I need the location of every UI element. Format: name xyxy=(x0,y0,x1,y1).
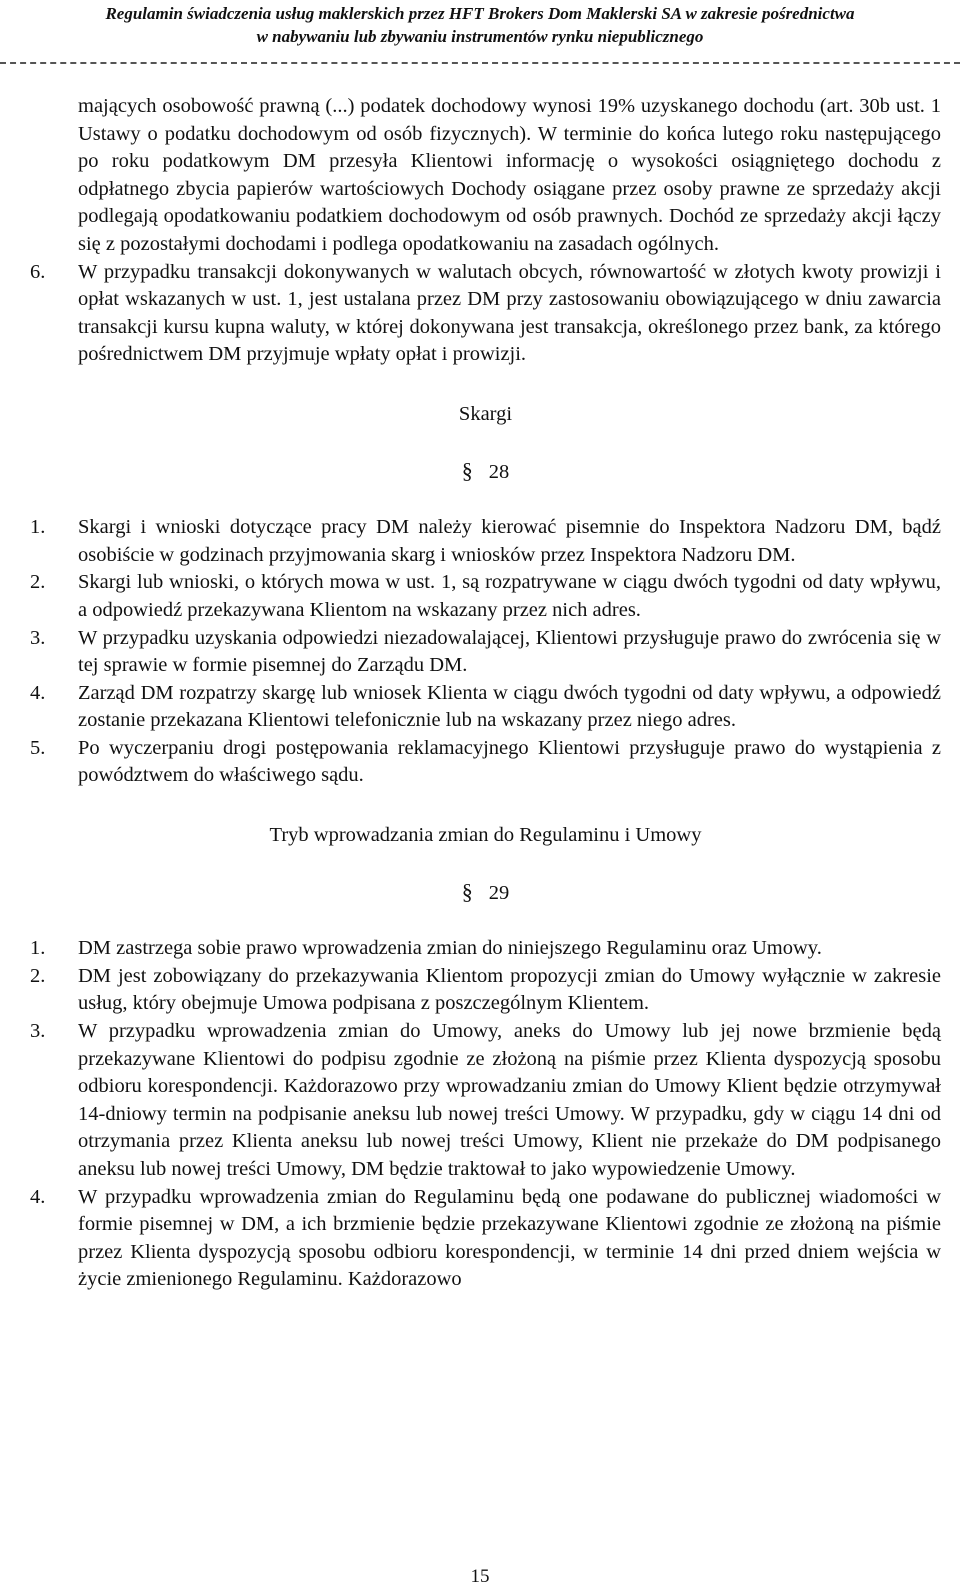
intro-paragraph: mających osobowość prawną (...) podatek dochodowy wynosi 19% uzyskanego dochodu (art. 30b ust. 1 Ustawy o podatku dochodowym od osób fizycznych). W terminie do końca lutego roku następującego po roku podatkowym DM przesyła Klientowi informację o wysokości osiągniętego dochodu z odpłatnego zbycia papierów wartościowych Dochody osiągane przez osoby prawne ze sprzedaży akcji podlegają opodatkowaniu podatkiem dochodowym od osób prawnych. Dochód ze sprzedaży akcji łączy się z pozostałymi dochodami i podlega opodatkowaniu na zasadach ogólnych. xyxy=(78,95,941,255)
item-number: 2. xyxy=(30,964,46,987)
section-number: 28 xyxy=(488,460,510,483)
list-item xyxy=(30,963,941,1018)
header-divider xyxy=(0,62,960,64)
item-number: 2. xyxy=(30,571,46,594)
list-item xyxy=(30,514,941,569)
list-item xyxy=(30,569,941,624)
item-text: Skargi i wnioski dotyczące pracy DM należy kierować pisemnie do Inspektora Nadzoru DM, bądź osobiście w godzinach przyjmowania skarg i wniosków przez Inspektora Nadzoru DM. xyxy=(78,516,941,566)
item-text: W przypadku wprowadzenia zmian do Umowy, aneks do Umowy lub jej nowe brzmienie będą przekazywane Klientowi do podpisu zgodnie ze złożoną na piśmie przez Klienta dyspozycją sposobu odbioru korespondencji. Każdorazowo przy wprowadzaniu zmian do Umowy Klient będzie otrzymywał 14-dniowy termin na podpisanie aneksu lub nowej treści Umowy. W przypadku, gdy w ciągu 14 dni od otrzymania przez Klienta aneksu lub nowej treści Umowy, Klient nie przekaże do DM podpisanego aneksu lub nowej treści Umowy, DM będzie traktował to jako wypowiedzenie Umowy. xyxy=(78,1020,941,1180)
item-number: 1. xyxy=(30,516,46,539)
list-item xyxy=(30,1018,941,1184)
list-item xyxy=(30,735,941,790)
item-text: DM jest zobowiązany do przekazywania Klientom propozycji zmian do Umowy wyłącznie w zakresie usług, który obejmuje Umowa podpisana z poszczególnym Klientem. xyxy=(78,964,941,1015)
section-28-list xyxy=(30,514,941,790)
section-29-title: Tryb wprowadzania zmian do Regulaminu i Umowy xyxy=(269,824,702,847)
section-number: 29 xyxy=(488,881,510,904)
section-28-number xyxy=(30,457,941,487)
item-text: W przypadku wprowadzenia zmian do Regulaminu będą one podawane do publicznej wiadomości w formie pisemnej w DM, a ich brzmienie będzie przekazywane Klientowi zgodnie ze złożoną na piśmie przez Klienta dyspozycją sposobu odbioru korespondencji, w terminie 14 dni przed dniem wejścia w życie zmienionego Regulaminu. Każdorazowo xyxy=(78,1185,941,1291)
section-28-title: Skargi xyxy=(458,402,513,425)
list-item xyxy=(30,935,941,963)
section-symbol: § xyxy=(461,457,473,483)
list-item xyxy=(30,680,941,735)
item-number: 1. xyxy=(30,937,46,960)
list-item xyxy=(30,1184,941,1294)
item-number: 4. xyxy=(30,1185,46,1208)
item-text: DM zastrzega sobie prawo wprowadzenia zmian do niniejszego Regulaminu oraz Umowy. xyxy=(78,937,822,960)
page-header xyxy=(0,0,960,48)
item-number: 3. xyxy=(30,1020,46,1043)
header-line-1: Regulamin świadczenia usług maklerskich przez HFT Brokers Dom Maklerski SA w zakresie pośrednictwa xyxy=(105,4,855,23)
section-29-list xyxy=(30,935,941,1294)
section-symbol: § xyxy=(461,878,473,904)
page-number: 15 xyxy=(470,1566,490,1587)
item-number: 4. xyxy=(30,681,46,704)
item-number: 5. xyxy=(30,736,46,759)
item-text: Zarząd DM rozpatrzy skargę lub wniosek Klienta w ciągu dwóch tygodni od daty wpływu, a odpowiedź zostanie przekazana Klientowi telefonicznie lub na wskazany przez niego adres. xyxy=(78,681,941,732)
item-number: 3. xyxy=(30,626,46,649)
section-29-number xyxy=(30,878,941,908)
item-text: Skargi lub wnioski, o których mowa w ust. 1, są rozpatrywane w ciągu dwóch tygodni od daty wpływu, a odpowiedź przekazywana Klientom na wskazany przez nich adres. xyxy=(78,571,941,621)
list-item xyxy=(30,259,941,369)
item-number: 6. xyxy=(30,260,46,283)
header-line-2: w nabywaniu lub zbywaniu instrumentów rynku niepublicznego xyxy=(256,27,704,46)
list-item xyxy=(30,625,941,680)
item-text: W przypadku uzyskania odpowiedzi niezadowalającej, Klientowi przysługuje prawo do zwrócenia się w tej sprawie w formie pisemnej do Zarządu DM. xyxy=(78,626,941,677)
item-text: Po wyczerpaniu drogi postępowania reklamacyjnego Klientowi przysługuje prawo do wystąpienia z powództwem do właściwego sądu. xyxy=(78,736,941,787)
item-text: W przypadku transakcji dokonywanych w walutach obcych, równowartość w złotych kwoty prowizji i opłat wskazanych w ust. 1, jest ustalana przez DM przy zastosowaniu obowiązującego w dniu zawarcia transakcji kursu kupna waluty, w której dokonywana jest transakcja, określonego przez bank, za którego pośrednictwem DM przyjmuje wpłaty opłat i prowizji. xyxy=(78,260,941,366)
document-body xyxy=(30,93,941,1294)
